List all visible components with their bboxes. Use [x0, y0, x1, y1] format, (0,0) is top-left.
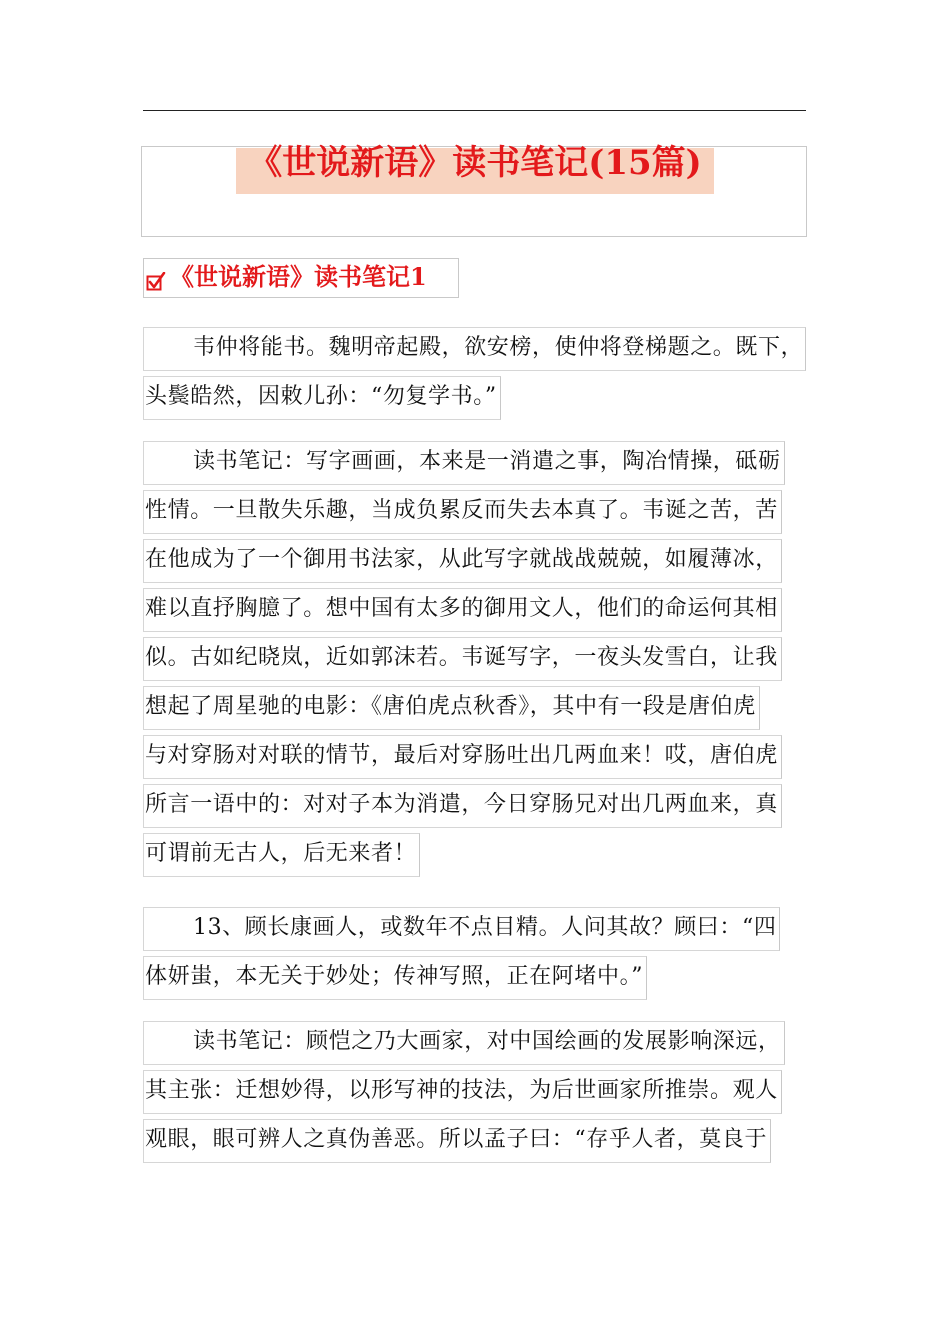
- text-line: [143, 1068, 815, 1117]
- text-line: [143, 782, 815, 831]
- line-text: 其主张：迁想妙得，以形写神的技法，为后世画家所推崇。观人: [145, 1078, 778, 1103]
- document-title: 《世说新语》读书笔记(15篇): [248, 143, 702, 183]
- line-text: 想起了周星驰的电影：《唐伯虎点秋香》，其中有一段是唐伯虎: [145, 694, 756, 719]
- text-line: [143, 488, 815, 537]
- line-text: 似。古如纪晓岚，近如郭沫若。韦诞写字，一夜头发雪白，让我: [145, 645, 778, 670]
- checkbox-checked-icon: [146, 272, 166, 292]
- line-text: 观眼，眼可辨人之真伪善恶。所以孟子曰：“存乎人者，莫良于: [145, 1127, 768, 1152]
- text-line: [143, 831, 815, 880]
- line-text: 难以直抒胸臆了。想中国有太多的御用文人，他们的命运何其相: [145, 596, 778, 621]
- line-text: 头鬓皓然，因敕儿孙：“勿复学书。”: [145, 384, 497, 409]
- text-line: [143, 733, 815, 782]
- line-text: 与对穿肠对对联的情节，最后对穿肠吐出几两血来！哎，唐伯虎: [145, 743, 778, 768]
- paragraph: [143, 1019, 815, 1166]
- line-text: 在他成为了一个御用书法家，从此写字就战战兢兢，如履薄冰，: [145, 547, 778, 572]
- paragraph: [143, 439, 815, 880]
- line-text: 读书笔记：顾恺之乃大画家，对中国绘画的发展影响深远，: [193, 1029, 781, 1054]
- text-line: [143, 635, 815, 684]
- text-line: [143, 325, 815, 374]
- text-line: [143, 537, 815, 586]
- text-line: [143, 954, 815, 1003]
- line-text: 韦仲将能书。魏明帝起殿，欲安榜，使仲将登梯题之。既下，: [193, 335, 804, 360]
- text-line: [143, 905, 815, 954]
- text-line: [143, 586, 815, 635]
- line-text: 性情。一旦散失乐趣，当成负累反而失去本真了。韦诞之苦，苦: [145, 498, 778, 523]
- text-line: [143, 1117, 815, 1166]
- header-rule: [143, 110, 806, 111]
- line-text: 所言一语中的：对对子本为消遣，今日穿肠兄对出几两血来，真: [145, 792, 778, 817]
- section-title: 《世说新语》读书笔记1: [170, 262, 427, 291]
- text-line: [143, 684, 815, 733]
- line-text: 13、顾长康画人，或数年不点目精。人问其故？顾曰：“四: [193, 915, 777, 940]
- paragraph: [143, 905, 815, 1003]
- line-text: 体妍蚩，本无关于妙处；传神写照，正在阿堵中。”: [145, 964, 644, 989]
- text-line: [143, 439, 815, 488]
- line-text: 读书笔记：写字画画，本来是一消遣之事，陶冶情操，砥砺: [193, 449, 781, 474]
- text-line: [143, 1019, 815, 1068]
- text-line: [143, 374, 815, 423]
- paragraph: [143, 325, 815, 423]
- line-text: 可谓前无古人，后无来者！: [145, 841, 417, 866]
